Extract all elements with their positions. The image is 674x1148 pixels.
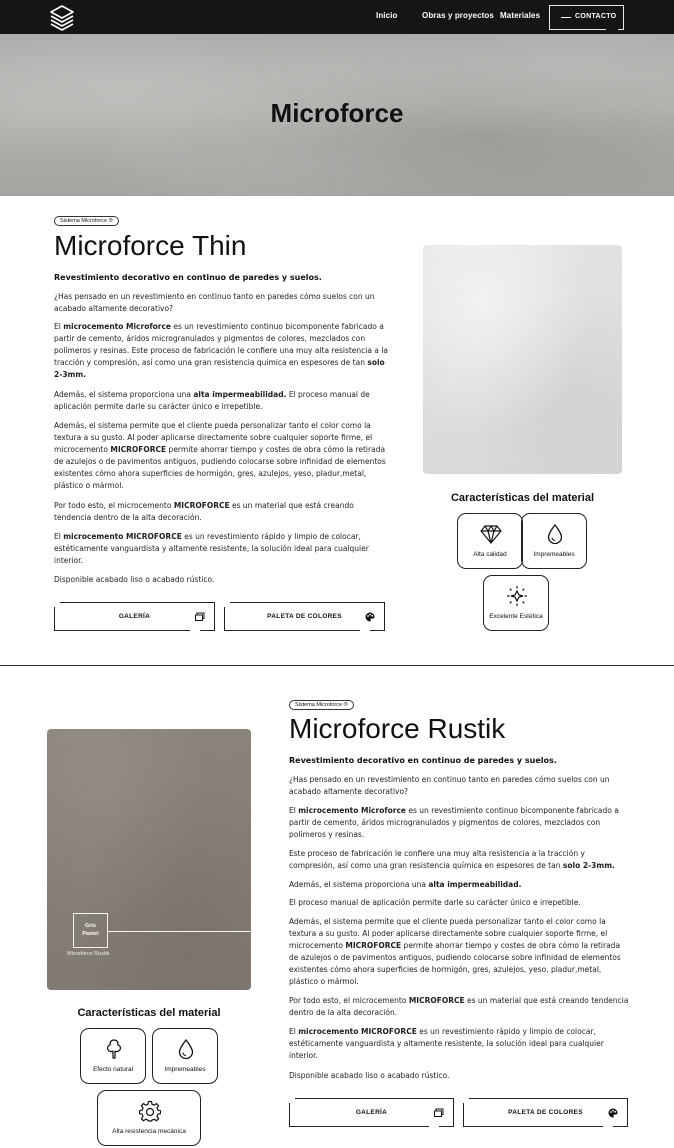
- contact-button[interactable]: [549, 5, 624, 30]
- thin-paragraph-3: Además, el sistema proporciona una alta impermeabilidad. El proceso manual de aplicación permite darle su carácter único e irrepetible.: [54, 390, 370, 411]
- button-notch: [603, 1124, 613, 1128]
- button-notch: [53, 601, 60, 607]
- thin-paragraph-7: Disponible acabado liso o acabado rústico.: [54, 575, 215, 584]
- rustik-paragraph-2: El microcemento Microforce es un revestimiento continuo bicomponente fabricado a partir de cemento, áridos microgranulados y pigmentos de colores, mezclados con polímeros y resinas.: [289, 806, 619, 839]
- thin-paragraph-6: El microcemento MICROFORCE es un revestimiento rápido y limpio de colocar, estéticamente vanguardista y altamente resistente, la solución ideal para cualquier interior.: [54, 532, 369, 565]
- nav-link-obras[interactable]: Obras y proyectos: [422, 11, 494, 20]
- palette-icon: [365, 612, 375, 622]
- feature-impermeables: [152, 1028, 218, 1084]
- feature-label: Excelente Estética: [489, 613, 543, 620]
- contact-button-label: CONTACTO: [575, 13, 617, 20]
- thin-title: Microforce Thin: [54, 230, 247, 261]
- feature-alta-resistencia: [97, 1090, 201, 1146]
- rustik-paragraph-8: El microcemento MICROFORCE es un revestimiento rápido y limpio de colocar, estéticamente vanguardista y altamente resistente, la solución ideal para cualquier interior.: [289, 1027, 604, 1060]
- gallery-button-label: GALERÍA: [355, 1109, 388, 1116]
- rustik-paragraph-9: Disponible acabado liso o acabado rústico.: [289, 1071, 450, 1080]
- top-navbar: [0, 0, 674, 34]
- drop-icon: [175, 1038, 197, 1060]
- thin-palette-button[interactable]: [224, 602, 385, 631]
- rustik-features-title: Características del material: [77, 1007, 221, 1019]
- feature-label: Alta resistencia mecánica: [112, 1128, 186, 1135]
- swatch-caption: Microforce Rustik: [67, 951, 110, 957]
- rustik-paragraph-5: El proceso manual de aplicación permite darle su carácter único e irrepetible.: [289, 898, 581, 907]
- color-swatch-label: [73, 913, 108, 948]
- rustik-palette-button[interactable]: [463, 1098, 628, 1127]
- swatch-divider-line: [108, 931, 251, 932]
- feature-label: Alta calidad: [473, 551, 507, 558]
- swatch-name-line-2: Pastel: [82, 931, 99, 937]
- carousel-dots[interactable]: [423, 466, 622, 474]
- feature-label: Impremeables: [533, 551, 575, 558]
- gallery-button-label: GALERÍA: [118, 613, 151, 620]
- rustik-paragraph-3: Este proceso de fabricación le confiere una muy alta resistencia a la tracción y compresión, así como una gran resistencia química en espesores de tan solo 2-3mm.: [289, 849, 615, 870]
- thin-subtitle: Revestimiento decorativo en continuo de paredes y suelos.: [54, 273, 322, 282]
- gear-icon: [139, 1100, 161, 1122]
- drop-icon: [544, 523, 566, 545]
- rustik-badge: Sistema Microforce ®: [289, 700, 354, 710]
- thin-paragraph-1: ¿Has pensado en un revestimiento en continuo tanto en paredes cómo suelos con un acabado altamente decorativo?: [54, 292, 375, 313]
- hero-banner: [0, 34, 674, 196]
- nav-link-inicio[interactable]: Inicio: [376, 11, 398, 20]
- thin-features-title: Características del material: [450, 492, 595, 504]
- diamond-icon: [480, 523, 502, 545]
- palette-button-label: PALETA DE COLORES: [267, 613, 342, 620]
- sparkle-icon: [506, 585, 528, 607]
- carousel-dots[interactable]: [47, 981, 251, 990]
- button-notch: [360, 628, 370, 632]
- dash-icon: [561, 17, 571, 18]
- rustik-gallery-button[interactable]: [289, 1098, 454, 1127]
- button-notch: [223, 601, 230, 607]
- gallery-icon: [434, 1108, 444, 1118]
- button-notch: [462, 1097, 469, 1103]
- rustik-title: Microforce Rustik: [289, 713, 506, 744]
- rustik-product-image[interactable]: [47, 729, 251, 990]
- button-notch: [429, 1124, 439, 1128]
- feature-label: Impremeables: [164, 1066, 206, 1073]
- thin-paragraph-2: El microcemento Microforce es un revestimiento continuo bicomponente fabricado a partir de cemento, áridos microgranulados y pigmentos de colores, mezclados con polímeros y resinas. Este proceso de fabricación le confiere una muy alta resistencia a la tracción y compresión, así como una gran resistencia química en espesores de tan solo 2-3mm.: [54, 322, 389, 379]
- layers-logo-icon[interactable]: [48, 3, 76, 31]
- hero-title: Microforce: [270, 98, 404, 128]
- feature-impermeables: [521, 513, 587, 569]
- rustik-paragraph-1: ¿Has pensado en un revestimiento en continuo tanto en paredes cómo suelos con un acabado altamente decorativo?: [289, 775, 610, 796]
- rustik-paragraph-4: Además, el sistema proporciona una alta impermeabilidad.: [289, 880, 522, 889]
- palette-icon: [608, 1108, 618, 1118]
- thin-product-image[interactable]: [423, 245, 622, 474]
- thin-paragraph-4: Además, el sistema permite que el cliente pueda personalizar tanto el color como la textura a su gusto. Al poder aplicarse directamente sobre cualquier soporte firme, el microcemento MICROFORCE permite ahorrar tiempo y costes de obra cómo la retirada de azulejos o de pavimentos antiguos, pudiendo colocarse sobre infinidad de elementos existentes cómo ahora superficies de hormigón, gres, azulejos, yeso, pladur,metal, plástico o mármol.: [54, 421, 386, 490]
- tree-icon: [103, 1038, 125, 1060]
- palette-button-label: PALETA DE COLORES: [508, 1109, 583, 1116]
- button-notch: [190, 628, 200, 632]
- feature-efecto-natural: [80, 1028, 146, 1084]
- rustik-paragraph-7: Por todo esto, el microcemento MICROFORCE es un material que está creando tendencia dentro de la alta decoración.: [289, 996, 629, 1017]
- button-notch: [288, 1097, 295, 1103]
- feature-alta-calidad: [457, 513, 523, 569]
- thin-badge: Sistema Microforce ®: [54, 216, 119, 226]
- thin-gallery-button[interactable]: [54, 602, 215, 631]
- rustik-subtitle: Revestimiento decorativo en continuo de paredes y suelos.: [289, 756, 557, 765]
- swatch-name-line-1: Gris: [84, 923, 96, 929]
- nav-link-materiales[interactable]: Materiales: [500, 11, 541, 20]
- feature-excelente-estetica: [483, 575, 549, 631]
- thin-paragraph-5: Por todo esto, el microcemento MICROFORCE es un material que está creando tendencia dentro de la alta decoración.: [54, 501, 354, 522]
- rustik-paragraph-6: Además, el sistema permite que el cliente pueda personalizar tanto el color como la textura a su gusto. Al poder aplicarse directamente sobre cualquier soporte firme, el microcemento MICROFORCE permite ahorrar tiempo y costes de obra cómo la retirada de azulejos o de pavimentos antiguos, pudiendo colocarse sobre infinidad de elementos existentes cómo ahora superficies de hormigón, gres, azulejos, yeso, pladur,metal, plástico o mármol.: [289, 917, 621, 986]
- feature-label: Efecto natural: [92, 1066, 134, 1073]
- section-divider: [0, 665, 674, 666]
- gallery-icon: [195, 612, 205, 622]
- button-notch: [606, 28, 618, 31]
